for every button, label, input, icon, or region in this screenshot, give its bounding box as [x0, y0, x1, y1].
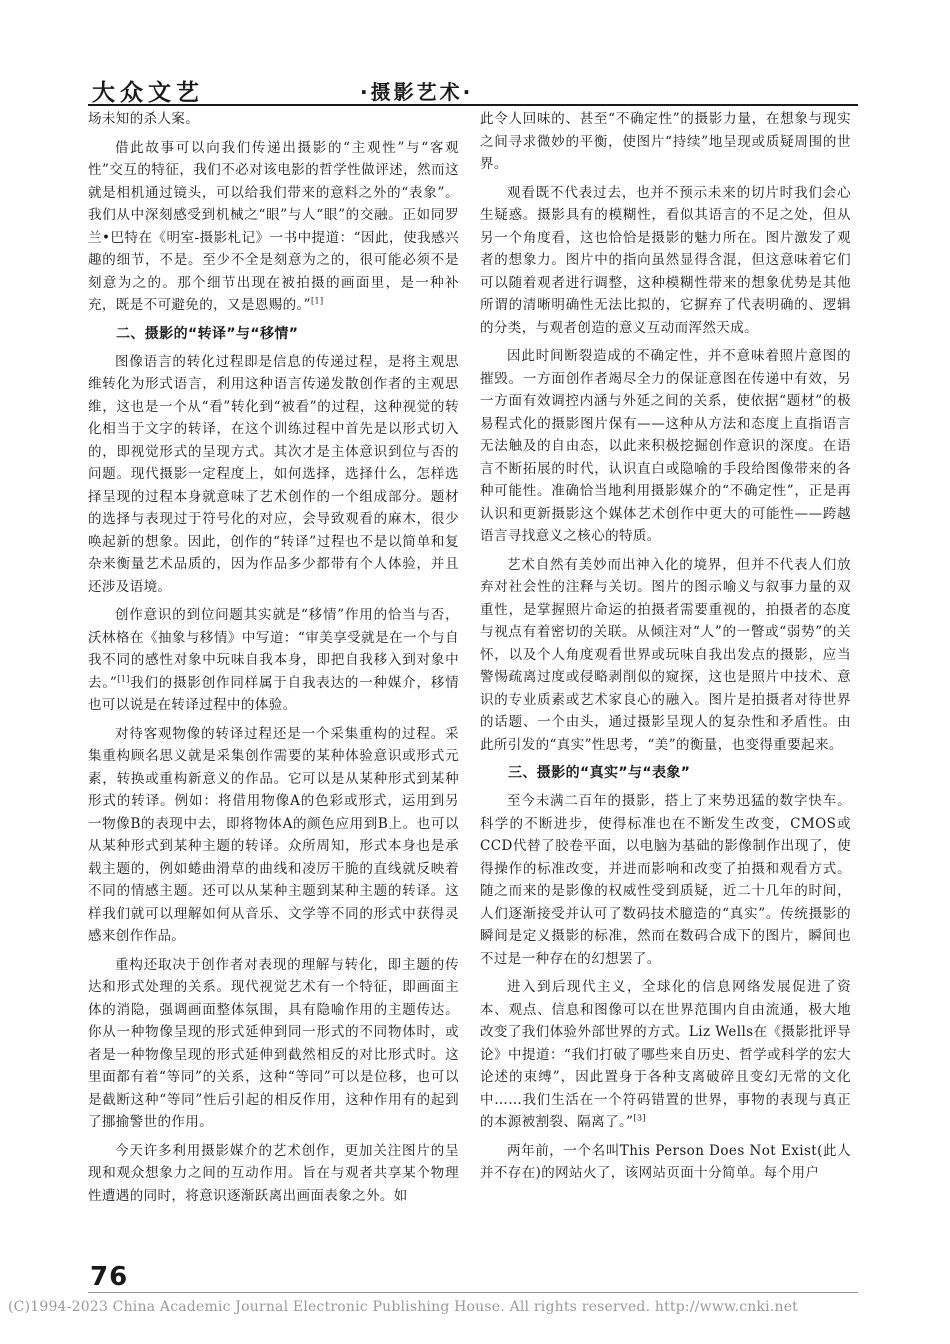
paragraph: [88, 604, 459, 717]
citation-marker: [3]: [633, 1113, 646, 1123]
section-heading: [88, 323, 459, 345]
paragraph-text: 今天许多利用摄影媒介的艺术创作，更加关注图片的呈现和观众想象力之间的互动作用。旨在与观者共享某个物理性遭遇的同时，将意识逐渐跃离出画面表象之外。如: [88, 1142, 459, 1204]
paragraph-text: 借此故事可以向我们传递出摄影的“主观性”与“客观性”交互的特征，我们不必对该电影的哲学性做评述，然而这就是相机通过镜头，可以给我们带来的意料之外的“表象”。我们从中深刻感受到机械之“眼”与人“眼”的交融。正如同罗兰•巴特在《明室-摄影札记》一书中提道：“因此，使我感兴趣的细节，不是。至少不全是刻意为之的，很可能必须不是刻意为之的。那个细节出现在被拍摄的画面里，是一种补充，既是不可避免的，又是恩赐的。”: [88, 139, 459, 313]
paragraph-text: 三、摄影的“真实”与“表象”: [508, 765, 691, 781]
paragraph-text: 至今未满二百年的摄影，搭上了来势迅猛的数字快车。科学的不断进步，使得标准也在不断发生改变，CMOS或CCD代替了胶卷平面，以电脑为基础的影像制作出现了，使得操作的标准改变，并进而影响和改变了拍摄和观看方式。随之而来的是影像的权威性受到质疑，近二十几年的时间，人们逐渐接受并认可了数码技术臆造的“真实”。传统摄影的瞬间是定义摄影的标准，然而在数码合成下的图片，瞬间也不过是一种存在的幻想罢了。: [480, 793, 851, 967]
paragraph-text: 因此时间断裂造成的不确定性，并不意味着照片意图的摧毁。一方面创作者竭尽全力的保证意图在传递中有效，另一方面有效调控内涵与外延之间的关系，使依据“题材”的极易程式化的摄影图片保有——这种从方法和态度上直指语言无法触及的自由态，以此来积极挖掘创作意识的深度。在语言不断拓展的时代，认识直白或隐喻的手段给图像带来的各种可能性。准确恰当地利用摄影媒介的“不确定性”，正是再认识和更新摄影这个媒体艺术创作中更大的可能性——跨越语言寻找意义之核心的特质。: [480, 348, 851, 544]
paragraph-text: 重构还取决于创作者对表现的理解与转化，即主题的传达和形式处理的关系。现代视觉艺术有一个特征，即画面主体的消隐，强调画面整体氛围，具有隐喻作用的主题传达。你从一种物像呈现的形式延伸到同一形式的不同物体时，或者是一种物像呈现的形式延伸到截然相反的对比形式时。这里面都有着“等同”的关系，这种“等同”可以是位移，也可以是截断这种“等同”性后引起的相反作用，这种作用有的起到了挪揄警世的作用。: [88, 956, 459, 1130]
section-heading: [480, 762, 851, 784]
paragraph: [480, 345, 851, 548]
paragraph-text: 观看既不代表过去，也并不预示未来的切片时我们会心生疑惑。摄影具有的模糊性，看似其语言的不足之处，但从另一个角度看，这也恰恰是摄影的魅力所在。图片激发了观者的想象力。图片中的指向虽然显得含混，但这意味着它们可以随着观者进行调整，这种模糊性带来的想象优势是其他所谓的清晰明确性无法比拟的，它摒弃了代表明确的、逻辑的分类，与观者创造的意义互动而浑然天成。: [480, 184, 851, 336]
left-column: [88, 108, 459, 1258]
paragraph-text: 两年前，一个名叫This Person Does Not Exist(此人并不存在)的网站火了，该网站页面十分简单。每个用户: [480, 1142, 851, 1181]
page-number: 76: [90, 1262, 129, 1292]
citation-marker: [1]: [117, 674, 130, 683]
paragraph-text: 二、摄影的“转译”与“移情”: [116, 325, 299, 342]
paragraph-text: 对待客观物像的转译过程还是一个采集重构的过程。采集重构顾名思义就是采集创作需要的某种体验意识或形式元素，转换或重构新意义的作品。它可以是从某种形式到某种形式的转译。例如：将借用物像A的色彩或形式，运用到另一物像B的表现中去，即将物体A的颜色应用到B上。也可以从某种形式到某种主题的转译。众所周知，形式本身也是承载主题的，例如蜷曲滑草的曲线和凌厉干脆的直线就反映着不同的情感主题。还可以从某种主题到某种主题的转译。这样我们就可以理解如何从音乐、文学等不同的形式中获得灵感来创作作品。: [88, 725, 459, 944]
paragraph-text: 场未知的杀人案。: [88, 111, 200, 127]
paragraph: [480, 1140, 851, 1185]
right-column: [480, 108, 851, 1258]
paragraph: [88, 954, 459, 1134]
paragraph-text: 我们的摄影创作同样属于自我表达的一种媒介，移情也可以说是在转译过程中的体验。: [88, 674, 459, 713]
paragraph-text: 艺术自然有美妙而出神入化的境界，但并不代表人们放弃对社会性的注释与关切。图片的图示喻义与叙事力量的双重性，是掌握照片命运的拍摄者需要重视的，拍摄者的态度与视点有着密切的关联。从倾注对“人”的一瞥或“弱势”的关怀，以及个人角度观看世界或玩味自我出发点的摄影，应当警惕疏离过度或侵略剥削似的窥探，这也是照片中技术、意识的专业质素或艺术家良心的融入。图片是拍摄者对待世界的话题、一个由头，通过摄影呈现人的复杂性和矛盾性。由此所引发的“真实”性思考，“美”的衡量，也变得重要起来。: [480, 556, 851, 753]
paragraph: [88, 137, 459, 317]
paragraph: [480, 554, 851, 757]
paragraph-text: 此令人回味的、甚至“不确定性”的摄影力量，在想象与现实之间寻求微妙的平衡，使图片“持续”地呈现或质疑周围的世界。: [480, 111, 851, 172]
citation-marker: [1]: [310, 296, 324, 306]
copyright-notice: (C)1994-2023 China Academic Journal Electronic Publishing House. All rights reserved. http://www.cnki.net: [8, 1299, 799, 1315]
footer-divider: [88, 1292, 858, 1293]
paragraph: [480, 108, 851, 176]
paragraph-text: 图像语言的转化过程即是信息的传递过程，是将主观思维转化为形式语言，利用这种语言传递发散创作者的主观思维，这也是一个从“看”转化到“被看”的过程，这种视觉的转化相当于文字的转译，在这个训练过程中首先是以形式切入的，即视觉形式的呈现方式。其次才是主体意识到位与否的问题。现代摄影一定程度上，如何选择，选择什么，怎样选择呈现的过程本身就意味了艺术创作的一个组成部分。题材的选择与表现过于符号化的对应，会导致观看的麻木，很少唤起新的想象。因此，创作的“转译”过程也不是以简单和复杂来衡量艺术品质的，因为作品多少都带有个人体验，并且还涉及语境。: [88, 353, 459, 595]
paragraph: [88, 108, 459, 131]
paragraph: [88, 351, 459, 599]
paragraph: [480, 976, 851, 1134]
paragraph: [480, 790, 851, 970]
paragraph-text: 进入到后现代主义，全球化的信息网络发展促进了资本、观点、信息和图像可以在世界范围内自由流通，极大地改变了我们体验外部世界的方式。Liz Wells在《摄影批评导论》中提道：“我们打破了哪些来自历史、哲学或科学的宏大论述的束缚”，因此置身于各种支离破碎且变幻无常的文化中……我们生活在一个符码错置的世界，事物的表现与真正的本源被割裂、隔离了。”: [480, 979, 851, 1130]
paragraph: [88, 723, 459, 948]
section-title: ·摄影艺术·: [360, 80, 474, 104]
paragraph-text: 创作意识的到位问题其实就是“移情”作用的恰当与否，沃林格在《抽象与移情》中写道：“审美享受就是在一个与自我不同的感性对象中玩味自我本身，即把自我移入到对象中去。”: [88, 607, 459, 691]
journal-title: 大众文艺: [92, 80, 204, 106]
paragraph: [480, 182, 851, 340]
running-header: [88, 70, 858, 106]
paragraph: [88, 1140, 459, 1208]
